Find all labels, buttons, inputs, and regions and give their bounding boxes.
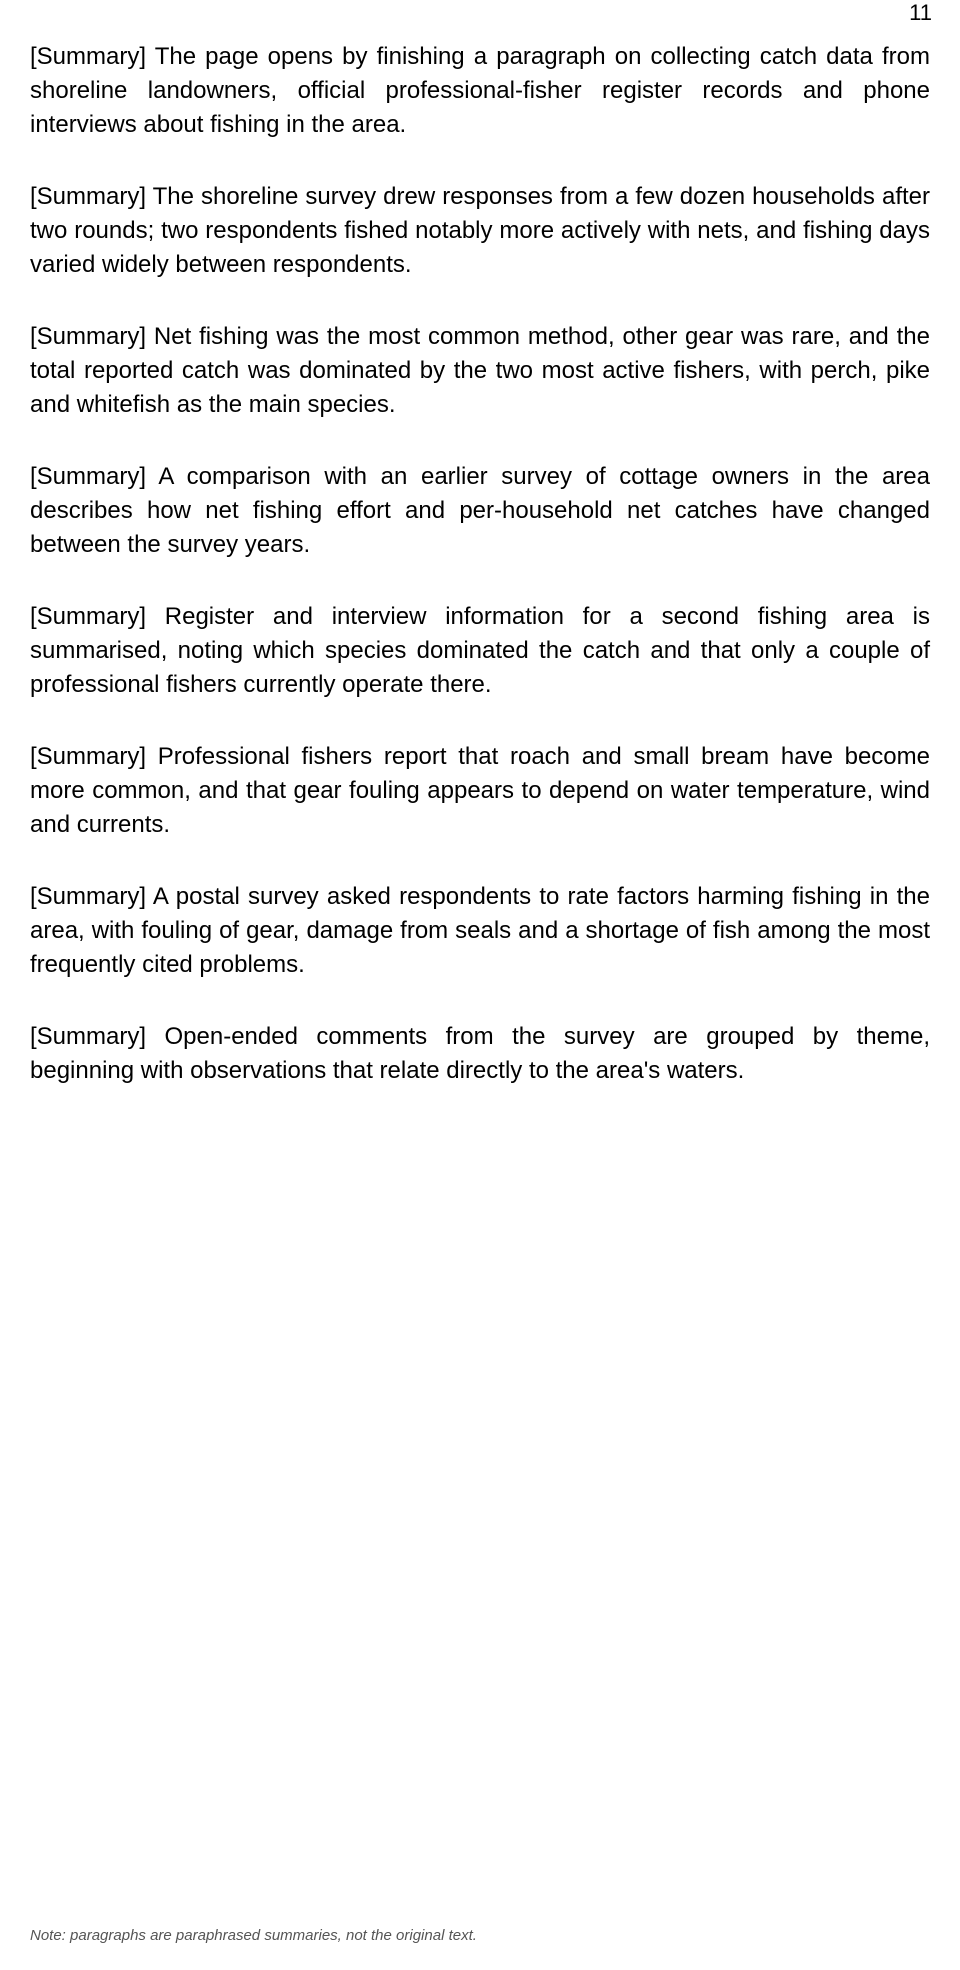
body-text xyxy=(30,40,930,1126)
paragraph-1: [Summary] The page opens by finishing a paragraph on collecting catch data from shoreline landowners, official professional-fisher register records and phone interviews about fishing in the area. xyxy=(30,43,930,138)
paragraph-5: [Summary] Register and interview information for a second fishing area is summarised, noting which species dominated the catch and that only a couple of professional fishers currently operate there. xyxy=(30,603,930,698)
page-number: 11 xyxy=(909,0,932,25)
paragraph-2: [Summary] The shoreline survey drew responses from a few dozen households after two rounds; two respondents fished notably more actively with nets, and fishing days varied widely between respondents. xyxy=(30,183,930,278)
paragraph-8: [Summary] Open-ended comments from the survey are grouped by theme, beginning with observations that relate directly to the area's waters. xyxy=(30,1023,930,1084)
summary-note: Note: paragraphs are paraphrased summaries, not the original text. xyxy=(30,1927,477,1944)
paragraph-3: [Summary] Net fishing was the most common method, other gear was rare, and the total reported catch was dominated by the two most active fishers, with perch, pike and whitefish as the main species. xyxy=(30,323,930,418)
paragraph-6: [Summary] Professional fishers report that roach and small bream have become more common, and that gear fouling appears to depend on water temperature, wind and currents. xyxy=(30,743,930,838)
paragraph-7: [Summary] A postal survey asked respondents to rate factors harming fishing in the area, with fouling of gear, damage from seals and a shortage of fish among the most frequently cited problems. xyxy=(30,883,930,978)
paragraph-4: [Summary] A comparison with an earlier survey of cottage owners in the area describes how net fishing effort and per-household net catches have changed between the survey years. xyxy=(30,463,930,558)
